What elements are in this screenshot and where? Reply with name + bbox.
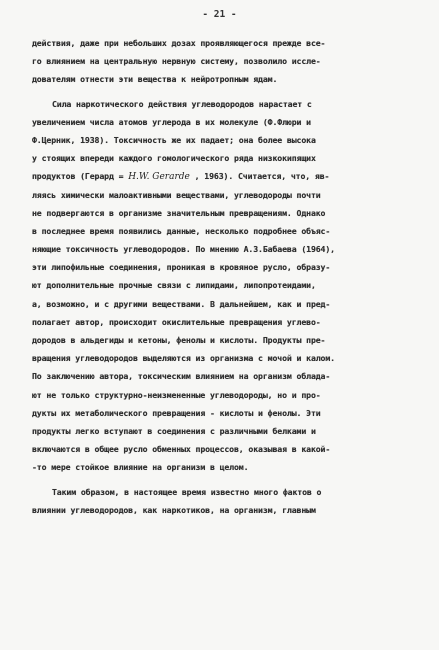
text-line: -то мере стойкое влияние на организм в целом. xyxy=(32,462,249,473)
text-line: ляясь химически малоактивными веществами, углеводороды почти xyxy=(32,189,321,200)
text-line: Сила наркотического действия углеводородов нарастает с xyxy=(52,98,312,109)
text-line: ют не только структурно-неизмененные углеводороды, но и про- xyxy=(32,389,321,400)
text-line: у стоящих впереди каждого гомологического ряда низкокипящих xyxy=(32,153,316,164)
text-line: продукты легко вступают в соединения с различными белками и xyxy=(32,425,316,436)
handwritten-annotation: H.W. Gerarde xyxy=(128,172,190,183)
text-line xyxy=(32,167,416,185)
text-line: дородов в альдегиды и кетоны, фенолы и кислоты. Продукты пре- xyxy=(32,335,326,345)
text-segment: , 1963). Считается, что, яв- xyxy=(189,171,330,182)
text-line: полагает автор, происходит окислительные превращения углево- xyxy=(32,316,321,327)
text-line: Ф.Церник, 1938). Токсичность же их падает; она более высока xyxy=(32,134,316,145)
text-line: няющие токсичность углеводородов. По мнению А.З.Бабаева (1964), xyxy=(32,244,335,255)
text-line: увеличением числа атомов углерода в их молекуле (Ф.Флюри и xyxy=(32,116,311,127)
text-line: не подвергаются в организме значительным превращениям. Однако xyxy=(32,207,326,218)
text-line: По заключению автора, токсическим влиянием на организм облада- xyxy=(32,371,331,382)
text-line: эти липофильные соединения, проникая в кровяное русло, образу- xyxy=(32,262,331,273)
text-segment: продуктов (Герард = xyxy=(32,171,129,182)
text-line: ют дополнительные прочные связи с липидами, липопротеидами, xyxy=(32,280,316,291)
text-line: а, возможно, и с другими веществами. В дальнейшем, как и пред- xyxy=(32,298,331,309)
text-line: го влиянием на центральную нервную систему, позволило иссле- xyxy=(32,56,321,67)
text-line: дователям отнести эти вещества к нейротропным ядам. xyxy=(32,74,278,85)
text-line: в последнее время появились данные, несколько подробнее объяс- xyxy=(32,225,331,236)
body-text xyxy=(32,34,416,519)
page-number: - 21 - xyxy=(202,9,237,20)
text-line: Таким образом, в настоящее время известно много фактов о xyxy=(52,486,322,497)
text-line: действия, даже при небольших дозах проявляющегося прежде все- xyxy=(32,38,326,48)
text-line: влиянии углеводородов, как наркотиков, на организм, главным xyxy=(32,504,316,515)
text-line: вращения углеводородов выделяются из организма с мочой и калом. xyxy=(32,353,335,364)
text-line: дукты их метаболического превращения - кислоты и фенолы. Эти xyxy=(32,407,321,418)
text-line: включаются в общее русло обменных процессов, оказывая в какой- xyxy=(32,444,331,455)
